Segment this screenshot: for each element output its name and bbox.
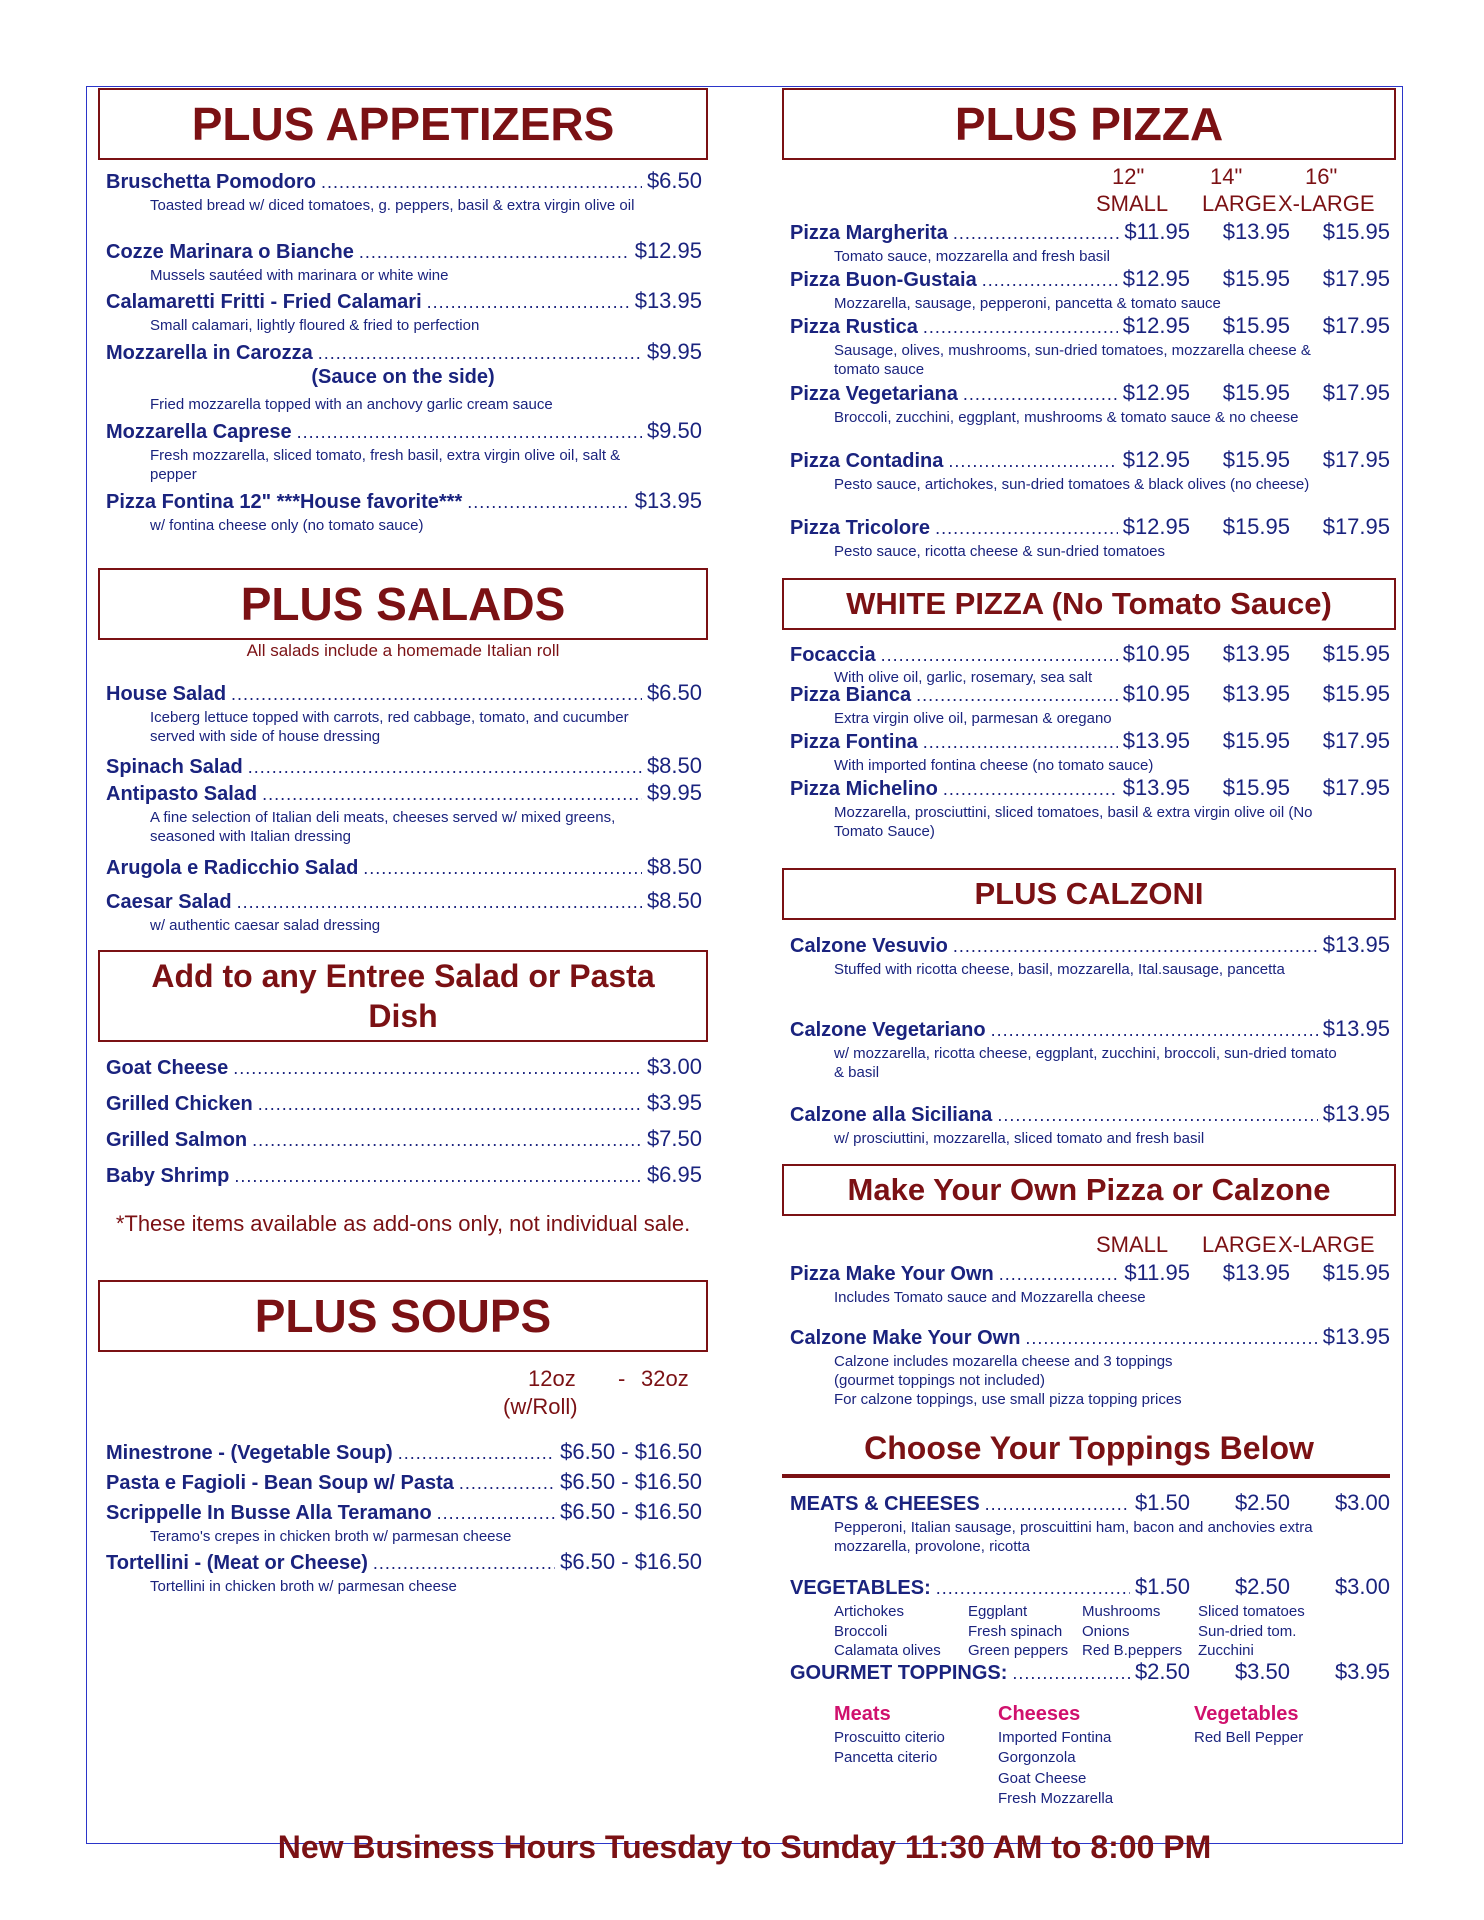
item-description: Sausage, olives, mushrooms, sun-dried tomatoes, mozzarella cheese & tomato sauce bbox=[834, 342, 1311, 378]
item-description: w/ authentic caesar salad dressing bbox=[150, 917, 381, 934]
item-description: Tomato sauce, mozzarella and fresh basil bbox=[834, 248, 1110, 265]
salads-header: PLUS SALADS bbox=[98, 568, 708, 640]
menu-item: Antipasto Salad ..... $9.95 bbox=[106, 780, 702, 806]
menu-item: Spinach Salad ..... $8.50 bbox=[106, 753, 702, 779]
size-14: 14" bbox=[1210, 164, 1243, 189]
menu-item: VEGETABLES: ..... $1.50 $2.50 $3.00 bbox=[790, 1574, 1390, 1600]
gourmet-meats: Meats Proscuitto citerio Pancetta citerio bbox=[834, 1703, 945, 1766]
menu-item: Pizza Rustica ..... $12.95 $15.95 $17.95 bbox=[790, 313, 1390, 339]
item-description: Broccoli, zucchini, eggplant, mushrooms & tomato sauce & no cheese bbox=[834, 409, 1299, 426]
menu-item: Pizza Make Your Own ..... $11.95 $13.95 $15.95 bbox=[790, 1260, 1390, 1286]
gourmet-cheeses: Cheeses Imported Fontina Gorgonzola Goat Cheese Fresh Mozzarella bbox=[998, 1703, 1114, 1807]
menu-item: Pizza Bianca ..... $10.95 $13.95 $15.95 bbox=[790, 681, 1390, 707]
menu-item: Mozzarella Caprese ..... $9.50 bbox=[106, 418, 702, 444]
menu-item: Caesar Salad ..... $8.50 bbox=[106, 888, 702, 914]
menu-item: Tortellini - (Meat or Cheese) ..... $6.50 - $16.50 bbox=[106, 1549, 702, 1575]
item-description: With imported fontina cheese (no tomato sauce) bbox=[834, 757, 1154, 774]
item-description: Tortellini in chicken broth w/ parmesan cheese bbox=[150, 1578, 457, 1595]
menu-item: Calzone Vegetariano ..... $13.95 bbox=[790, 1016, 1390, 1042]
item-description: Pepperoni, Italian sausage, proscuittini ham, bacon and anchovies extra mozzarella, provolone, ricotta bbox=[834, 1519, 1313, 1555]
soup-size-small: 12oz bbox=[528, 1366, 576, 1391]
menu-item: Arugola e Radicchio Salad ..... $8.50 bbox=[106, 854, 702, 880]
menu-item: Mozzarella in Carozza ..... $9.95 bbox=[106, 339, 702, 365]
menu-item: Pizza Fontina ..... $13.95 $15.95 $17.95 bbox=[790, 728, 1390, 754]
menu-item: Pasta e Fagioli - Bean Soup w/ Pasta ..... $6.50 - $16.50 bbox=[106, 1469, 702, 1495]
menu-item: GOURMET TOPPINGS: ..... $2.50 $3.50 $3.95 bbox=[790, 1659, 1390, 1685]
item-description: Includes Tomato sauce and Mozzarella cheese bbox=[834, 1289, 1146, 1306]
addons-header: Add to any Entree Salad or Pasta Dish bbox=[98, 950, 708, 1042]
soup-roll-note: (w/Roll) bbox=[503, 1394, 578, 1419]
size-16: 16" bbox=[1305, 164, 1338, 189]
soup-size-large: 32oz bbox=[641, 1366, 689, 1391]
size-large: LARGE bbox=[1202, 1232, 1277, 1257]
menu-item: Grilled Chicken ..... $3.95 bbox=[106, 1090, 702, 1116]
item-description: Mozzarella, sausage, pepperoni, pancetta & tomato sauce bbox=[834, 295, 1221, 312]
menu-item: Pizza Fontina 12" ***House favorite*** ..... $13.95 bbox=[106, 488, 702, 514]
menu-item: Pizza Buon-Gustaia ..... $12.95 $15.95 $17.95 bbox=[790, 266, 1390, 292]
item-description: w/ mozzarella, ricotta cheese, eggplant, zucchini, broccoli, sun-dried tomato & basil bbox=[834, 1045, 1337, 1081]
gourmet-vegetables: Vegetables Red Bell Pepper bbox=[1194, 1703, 1304, 1746]
toppings-rule bbox=[782, 1474, 1390, 1478]
item-description: w/ prosciuttini, mozzarella, sliced tomato and fresh basil bbox=[834, 1130, 1205, 1147]
soups-header: PLUS SOUPS bbox=[98, 1280, 708, 1352]
make-own-header: Make Your Own Pizza or Calzone bbox=[782, 1164, 1396, 1216]
item-description: Teramo's crepes in chicken broth w/ parmesan cheese bbox=[150, 1528, 512, 1545]
item-description: Toasted bread w/ diced tomatoes, g. peppers, basil & extra virgin olive oil bbox=[150, 197, 635, 214]
menu-item: MEATS & CHEESES ..... $1.50 $2.50 $3.00 bbox=[790, 1490, 1390, 1516]
size-12: 12" bbox=[1112, 164, 1145, 189]
item-description: Fresh mozzarella, sliced tomato, fresh basil, extra virgin olive oil, salt & pepper bbox=[150, 447, 621, 483]
item-description: Stuffed with ricotta cheese, basil, mozzarella, Ital.sausage, pancetta bbox=[834, 961, 1285, 978]
menu-item: Focaccia ..... $10.95 $13.95 $15.95 bbox=[790, 641, 1390, 667]
white-pizza-header: WHITE PIZZA (No Tomato Sauce) bbox=[782, 578, 1396, 630]
item-description: Small calamari, lightly floured & fried to perfection bbox=[150, 317, 480, 334]
menu-item: Calzone alla Siciliana ..... $13.95 bbox=[790, 1101, 1390, 1127]
size-small: SMALL bbox=[1096, 1232, 1169, 1257]
item-description: Iceberg lettuce topped with carrots, red cabbage, tomato, and cucumber served with side of house dressing bbox=[150, 709, 629, 745]
addons-note: *These items available as add-ons only, not individual sale. bbox=[115, 1211, 691, 1236]
vegetable-grid: Artichokes Eggplant Mushrooms Sliced tomatoes Broccoli Fresh spinach Onions Sun-dried tom. Calamata olives Green peppers Red B.peppers Zucchini bbox=[834, 1603, 1305, 1659]
item-description: Pesto sauce, ricotta cheese & sun-dried tomatoes bbox=[834, 543, 1166, 560]
menu-item: Pizza Michelino ..... $13.95 $15.95 $17.95 bbox=[790, 775, 1390, 801]
salads-subtitle: All salads include a homemade Italian roll bbox=[246, 641, 560, 660]
size-large: LARGE bbox=[1202, 191, 1277, 216]
item-description: Mozzarella, prosciuttini, sliced tomatoes, basil & extra virgin olive oil (No Tomato Sauce) bbox=[834, 804, 1313, 840]
appetizers-header: PLUS APPETIZERS bbox=[98, 88, 708, 160]
item-description: Pesto sauce, artichokes, sun-dried tomatoes & black olives (no cheese) bbox=[834, 476, 1310, 493]
menu-item: House Salad ..... $6.50 bbox=[106, 680, 702, 706]
size-small: SMALL bbox=[1096, 191, 1169, 216]
sauce-note: (Sauce on the side) bbox=[311, 366, 495, 388]
menu-item: Pizza Tricolore ..... $12.95 $15.95 $17.95 bbox=[790, 514, 1390, 540]
menu-item: Pizza Vegetariana ..... $12.95 $15.95 $17.95 bbox=[790, 380, 1390, 406]
item-description: With olive oil, garlic, rosemary, sea salt bbox=[834, 669, 1093, 686]
calzoni-header: PLUS CALZONI bbox=[782, 868, 1396, 920]
menu-item: Bruschetta Pomodoro ..... $6.50 bbox=[106, 168, 702, 194]
item-description: Calzone includes mozarella cheese and 3 toppings (gourmet toppings not included) For calzone toppings, use small pizza topping prices bbox=[834, 1353, 1182, 1408]
menu-item: Grilled Salmon ..... $7.50 bbox=[106, 1126, 702, 1152]
item-description: Extra virgin olive oil, parmesan & oregano bbox=[834, 710, 1112, 727]
menu-item: Calzone Make Your Own ..... $13.95 bbox=[790, 1324, 1390, 1350]
business-hours-footer: New Business Hours Tuesday to Sunday 11:30 AM to 8:00 PM bbox=[277, 1829, 1212, 1865]
menu-item: Scrippelle In Busse Alla Teramano ..... $6.50 - $16.50 bbox=[106, 1499, 702, 1525]
size-xlarge: X-LARGE bbox=[1278, 1232, 1375, 1257]
item-description: Fried mozzarella topped with an anchovy garlic cream sauce bbox=[150, 396, 553, 413]
gourmet-columns bbox=[824, 1704, 1384, 1810]
menu-item: Calzone Vesuvio ..... $13.95 bbox=[790, 932, 1390, 958]
menu-item: Cozze Marinara o Bianche ..... $12.95 bbox=[106, 238, 702, 264]
item-description: A fine selection of Italian deli meats, cheeses served w/ mixed greens, seasoned with Italian dressing bbox=[150, 809, 616, 845]
pizza-header: PLUS PIZZA bbox=[782, 88, 1396, 160]
item-description: w/ fontina cheese only (no tomato sauce) bbox=[150, 517, 424, 534]
menu-item: Calamaretti Fritti - Fried Calamari ..... $13.95 bbox=[106, 288, 702, 314]
soup-size-separator: - bbox=[618, 1366, 626, 1391]
item-description: Mussels sautéed with marinara or white wine bbox=[150, 267, 449, 284]
menu-item: Pizza Margherita ..... $11.95 $13.95 $15.95 bbox=[790, 219, 1390, 245]
menu-item: Baby Shrimp ..... $6.95 bbox=[106, 1162, 702, 1188]
menu-item: Minestrone - (Vegetable Soup) ..... $6.50 - $16.50 bbox=[106, 1439, 702, 1465]
toppings-title: Choose Your Toppings Below bbox=[864, 1430, 1314, 1466]
menu-item: Goat Cheese ..... $3.00 bbox=[106, 1054, 702, 1080]
size-xlarge: X-LARGE bbox=[1278, 191, 1375, 216]
menu-item: Pizza Contadina ..... $12.95 $15.95 $17.95 bbox=[790, 447, 1390, 473]
